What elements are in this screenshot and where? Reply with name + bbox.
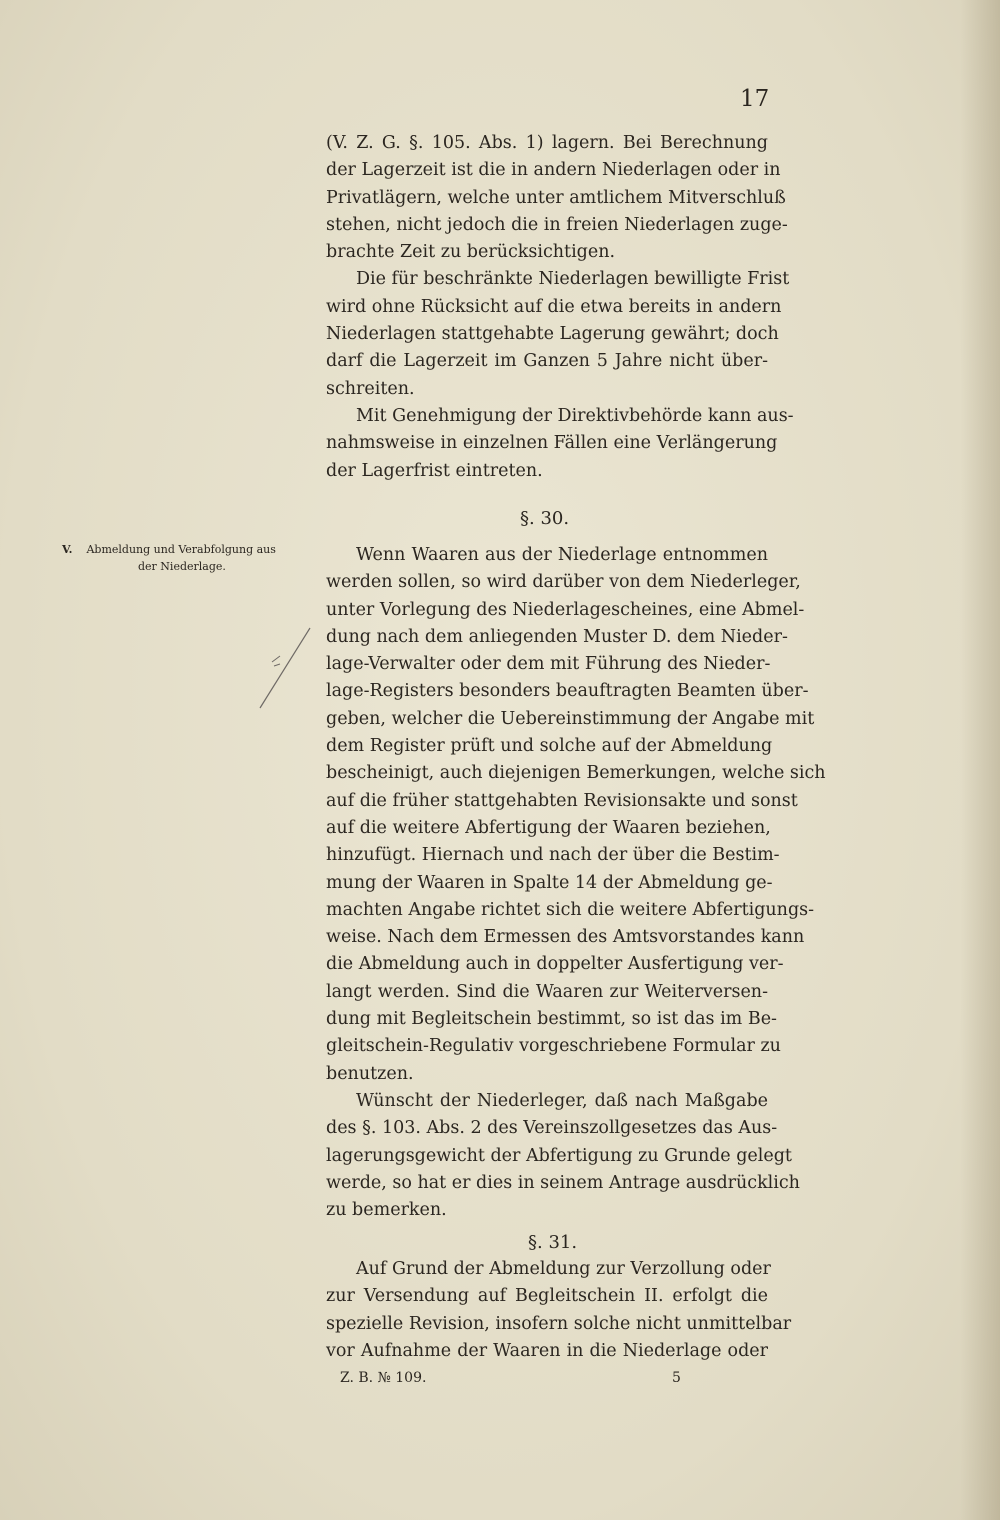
margin-note bbox=[62, 541, 276, 575]
footer-signature: Z. B. № 109. bbox=[340, 1370, 427, 1386]
text-line: werden sollen, so wird darüber von dem Niederleger, bbox=[326, 572, 801, 593]
text-line: brachte Zeit zu berücksichtigen. bbox=[326, 242, 616, 263]
margin-note-number: V. bbox=[62, 543, 73, 556]
text-line: wird ohne Rücksicht auf die etwa bereits in andern bbox=[326, 296, 782, 317]
text-line: der Lagerzeit ist die in andern Niederlagen oder in bbox=[326, 160, 781, 181]
text-line: Wünscht der Niederleger, daß nach Maßgabe bbox=[356, 1090, 768, 1111]
text-line: benutzen. bbox=[326, 1063, 414, 1084]
text-line: lage-Registers besonders beauftragten Beamten über- bbox=[326, 681, 809, 702]
text-line: unter Vorlegung des Niederlagescheines, eine Abmel- bbox=[326, 599, 805, 620]
text-line: schreiten. bbox=[326, 378, 415, 399]
text-line: machten Angabe richtet sich die weitere Abfertigungs- bbox=[326, 899, 815, 920]
text-line: vor Aufnahme der Waaren in die Niederlage oder bbox=[326, 1340, 768, 1361]
text-line: Wenn Waaren aus der Niederlage entnommen bbox=[356, 545, 768, 565]
body-text-section-31 bbox=[326, 1256, 792, 1365]
text-line: (V. Z. G. §. 105. Abs. 1) lagern. Bei Berechnung bbox=[326, 133, 768, 153]
text-line: langt werden. Sind die Waaren zur Weiterversen- bbox=[326, 981, 768, 1002]
text-line: auf die weitere Abfertigung der Waaren beziehen, bbox=[326, 817, 771, 838]
text-line: stehen, nicht jedoch die in freien Niederlagen zuge- bbox=[326, 214, 788, 235]
text-line: werde, so hat er dies in seinem Antrage ausdrücklich bbox=[326, 1172, 800, 1193]
page-edge-shading bbox=[960, 0, 1000, 1520]
section-heading-30: §. 30. bbox=[520, 508, 570, 529]
margin-note-line: der Niederlage. bbox=[138, 560, 226, 573]
text-line: gleitschein-Regulativ vorgeschriebene Formular zu bbox=[326, 1036, 781, 1057]
text-line: dung mit Begleitschein bestimmt, so ist das im Be- bbox=[326, 1009, 777, 1030]
text-line: die Abmeldung auch in doppelter Ausfertigung ver- bbox=[326, 954, 784, 975]
text-line: dem Register prüft und solche auf der Abmeldung bbox=[326, 736, 773, 757]
text-line: bescheinigt, auch diejenigen Bemerkungen, welche sich bbox=[326, 763, 826, 784]
text-line: nahmsweise in einzelnen Fällen eine Verlängerung bbox=[326, 433, 778, 454]
section-heading-31: §. 31. bbox=[528, 1232, 578, 1253]
text-line: hinzufügt. Hiernach und nach der über die Bestim- bbox=[326, 845, 780, 866]
body-text-section-30 bbox=[326, 542, 826, 1224]
text-line: Auf Grund der Abmeldung zur Verzollung oder bbox=[356, 1259, 771, 1279]
text-line: der Lagerfrist eintreten. bbox=[326, 460, 543, 481]
text-line: auf die früher stattgehabten Revisionsakte und sonst bbox=[326, 790, 798, 811]
text-line: Die für beschränkte Niederlagen bewilligte Frist bbox=[356, 269, 790, 290]
pencil-mark-icon bbox=[252, 622, 322, 712]
text-line: des §. 103. Abs. 2 des Vereinszollgesetzes das Aus- bbox=[326, 1118, 778, 1139]
page-number: 17 bbox=[740, 86, 770, 112]
text-line: weise. Nach dem Ermessen des Amtsvorstandes kann bbox=[326, 927, 805, 948]
text-line: dung nach dem anliegenden Muster D. dem Nieder- bbox=[326, 626, 788, 647]
text-line: zur Versendung auf Begleitschein II. erfolgt die bbox=[326, 1286, 768, 1307]
text-line: Niederlagen stattgehabte Lagerung gewährt; doch bbox=[326, 324, 779, 345]
footer-sheet-number: 5 bbox=[672, 1370, 681, 1386]
text-line: mung der Waaren in Spalte 14 der Abmeldung ge- bbox=[326, 872, 773, 893]
body-text-top bbox=[326, 130, 794, 485]
text-line: darf die Lagerzeit im Ganzen 5 Jahre nicht über- bbox=[326, 351, 768, 372]
text-line: lagerungsgewicht der Abfertigung zu Grunde gelegt bbox=[326, 1145, 792, 1166]
text-line: Privatlägern, welche unter amtlichem Mitverschluß bbox=[326, 187, 786, 208]
text-line: Mit Genehmigung der Direktivbehörde kann aus- bbox=[356, 405, 794, 426]
text-line: zu bemerken. bbox=[326, 1200, 447, 1221]
text-line: spezielle Revision, insofern solche nicht unmittelbar bbox=[326, 1313, 792, 1334]
text-line: geben, welcher die Uebereinstimmung der Angabe mit bbox=[326, 708, 815, 729]
text-line: lage-Verwalter oder dem mit Führung des Nieder- bbox=[326, 654, 771, 675]
margin-note-line: Abmeldung und Verabfolgung aus bbox=[86, 543, 276, 556]
